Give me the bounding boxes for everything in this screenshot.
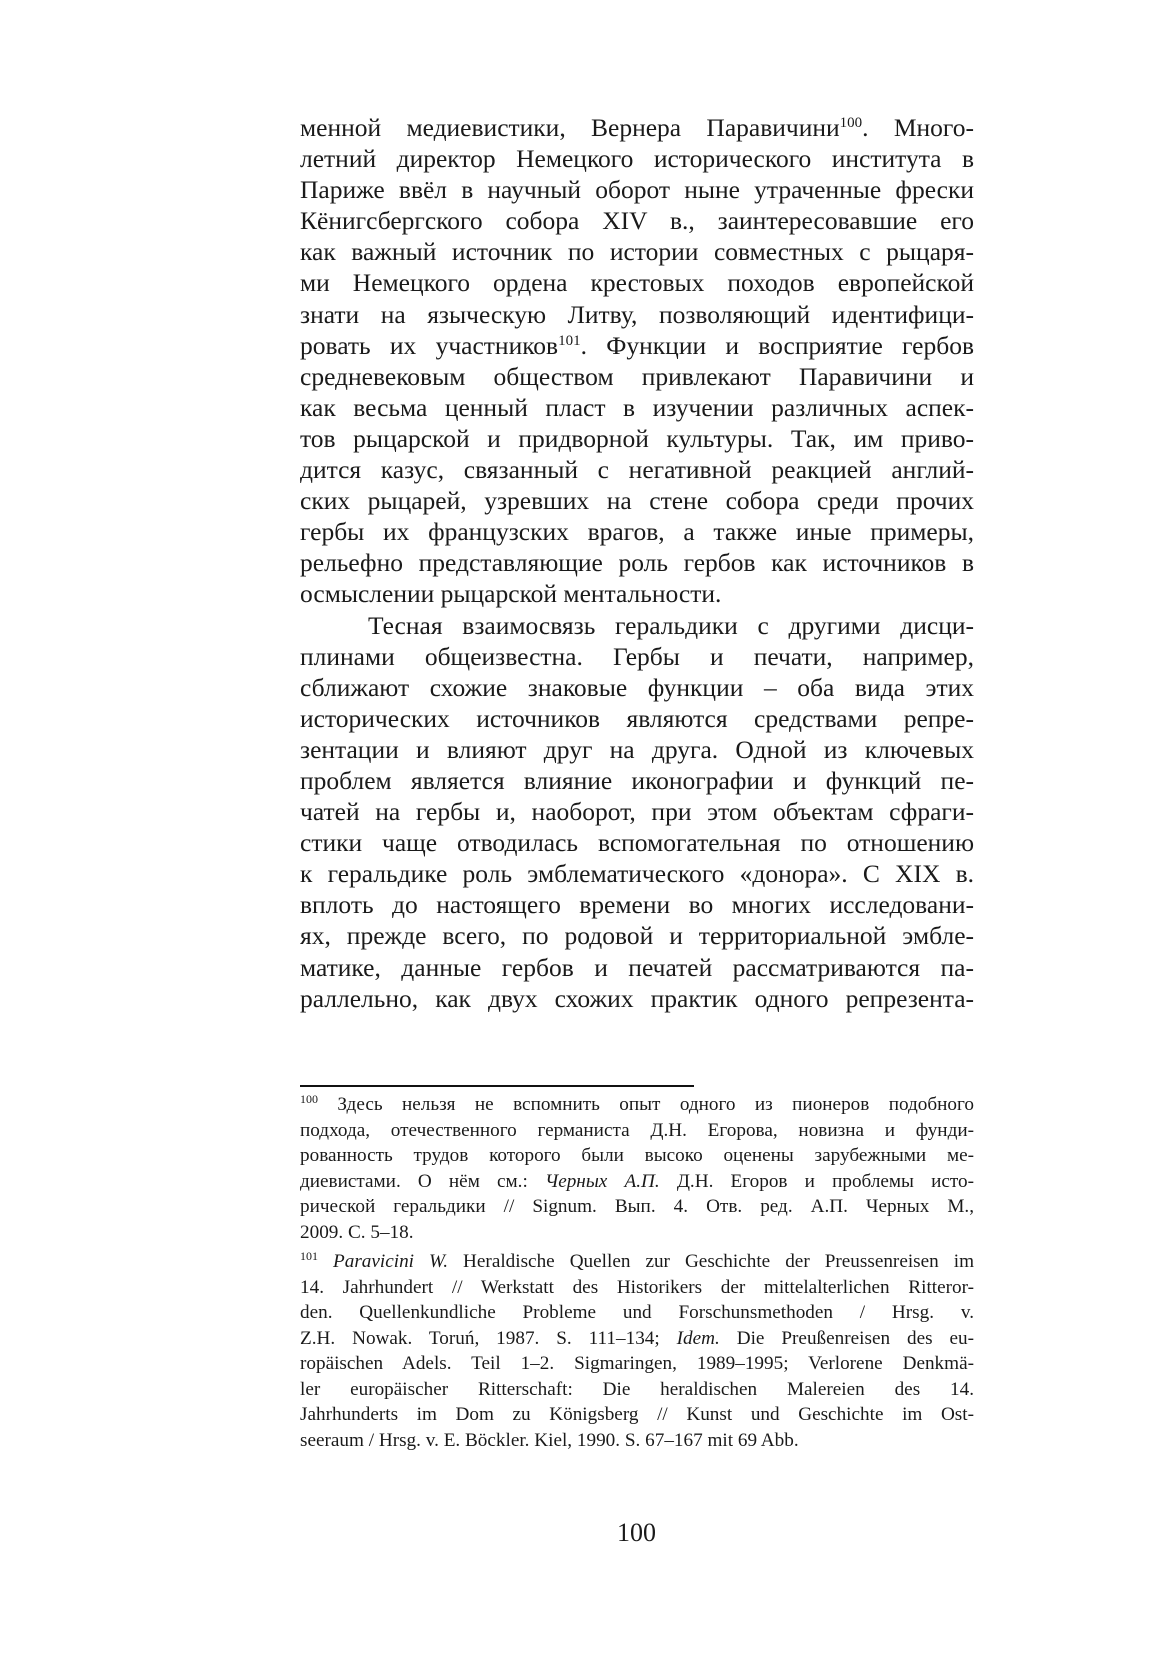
footnote-line: ropäischen Adels. Teil 1–2. Sigmaringen, 1989–1995; Verlorene Denkmä- (300, 1353, 974, 1374)
text-line: гербы их французских врагов, а также иные примеры, (300, 517, 974, 547)
footnotes (300, 1092, 974, 1457)
main-text (300, 112, 974, 1014)
footnote-line: диевистами. О нём см.: Черных А.П. Д.Н. Егоров и проблемы исто- (300, 1170, 975, 1192)
text-line: вплоть до настоящего времени во многих исследовани- (300, 890, 974, 920)
text-line: чатей на гербы и, наоборот, при этом объектам сфраги- (300, 797, 974, 827)
footnote-number: 100 (300, 1092, 318, 1106)
text-line: осмыслении рыцарской ментальности. (300, 579, 722, 609)
paragraph (300, 610, 974, 1014)
footnote-100 (300, 1092, 974, 1245)
text-line: сближают схожие знаковые функции – оба вида этих (300, 672, 974, 702)
text-line: Тесная взаимосвязь геральдики с другими дисци- (368, 610, 974, 640)
footnote-ref-101[interactable]: 101 (558, 332, 581, 349)
footnote-line: Jahrhunderts im Dom zu Königsberg // Kunst und Geschichte im Ost- (300, 1404, 974, 1425)
footnote-line: рованность трудов которого были высоко оценены зарубежными ме- (300, 1145, 974, 1166)
text-line: стики чаще отводилась вспомогательная по отношению (300, 828, 974, 858)
text-line: плинами общеизвестна. Гербы и печати, например, (300, 641, 974, 671)
author-name: Черных А.П. (544, 1170, 660, 1192)
text-line: дится казус, связанный с негативной реакцией англий- (300, 455, 974, 485)
footnote-line: 14. Jahrhundert // Werkstatt des Historikers der mittelalterlichen Ritteror- (300, 1276, 974, 1298)
footnote-number: 101 (300, 1249, 318, 1263)
text-line: к геральдике роль эмблематического «донора». С XIX в. (300, 859, 974, 889)
text-line: Кёнигсбергского собора XIV в., заинтересовавшие его (300, 206, 974, 236)
author-name: Paravicini W. (333, 1251, 449, 1272)
footnote-101 (300, 1249, 974, 1453)
text-line: как весьма ценный пласт в изучении различных аспек- (300, 392, 974, 422)
text-line: знати на языческую Литву, позволяющий идентифици- (300, 299, 974, 329)
text-line: ми Немецкого ордена крестовых походов европейской (300, 268, 974, 298)
footnote-line: seeraum / Hrsg. v. E. Böckler. Kiel, 1990. S. 67–167 mit 69 Abb. (300, 1429, 799, 1451)
text-line: ровать их участников$^{101}$. Функции и восприятие гербов (300, 330, 974, 360)
footnote-line: $^{101}$ Paravicini W. Heraldische Quellen zur Geschichte der Preussenreisen im (300, 1249, 975, 1272)
text-line: летний директор Немецкого исторического института в (300, 144, 974, 174)
footnote-line: рической геральдики // Signum. Вып. 4. Отв. ред. А.П. Черных М., (300, 1196, 974, 1217)
footnote-line: подхода, отечественного германиста Д.Н. Егорова, новизна и фунди- (300, 1119, 974, 1141)
text-line: рельефно представляющие роль гербов как источников в (300, 548, 974, 578)
text-line: тов рыцарской и придворной культуры. Так, им приво- (300, 423, 974, 453)
paragraph (300, 112, 974, 610)
text-line: матике, данные гербов и печатей рассматриваются па- (300, 952, 974, 982)
footnote-line: den. Quellenkundliche Probleme und Forschunsmethoden / Hrsg. v. (300, 1302, 974, 1323)
text-line: зентации и влияют друг на друга. Одной из ключевых (300, 734, 974, 764)
footnote-line: ler europäischer Ritterschaft: Die heraldischen Malereien des 14. (300, 1378, 974, 1400)
text-line: проблем является влияние иконографии и функций пе- (300, 765, 974, 795)
text-line: исторических источников являются средствами репре- (300, 703, 974, 733)
footnote-line: $^{100}$ Здесь нельзя не вспомнить опыт одного из пионеров подобного (300, 1092, 975, 1115)
text-line: как важный источник по истории совместных с рыцаря- (300, 237, 974, 267)
text-line: средневековым обществом привлекают Паравичини и (300, 361, 974, 391)
footnote-line: 2009. С. 5–18. (300, 1221, 414, 1243)
text-line: менной медиевистики, Вернера Паравичини$^{100}$. Много- (300, 113, 974, 142)
text-line: раллельно, как двух схожих практик одного репрезента- (300, 983, 974, 1013)
text-line: ских рыцарей, узревших на стене собора среди прочих (300, 486, 974, 516)
footnote-separator (300, 1085, 694, 1087)
page-number: 100 (617, 1518, 656, 1547)
text-line: Париже ввёл в научный оборот ныне утраченные фрески (300, 175, 974, 205)
author-name: Idem. (676, 1327, 720, 1349)
footnote-line: Z.H. Nowak. Toruń, 1987. S. 111–134; Idem. Die Preußenreisen des eu- (300, 1327, 974, 1349)
footnote-ref-100[interactable]: 100 (839, 115, 863, 131)
text-line: ях, прежде всего, по родовой и территориальной эмбле- (300, 921, 974, 951)
